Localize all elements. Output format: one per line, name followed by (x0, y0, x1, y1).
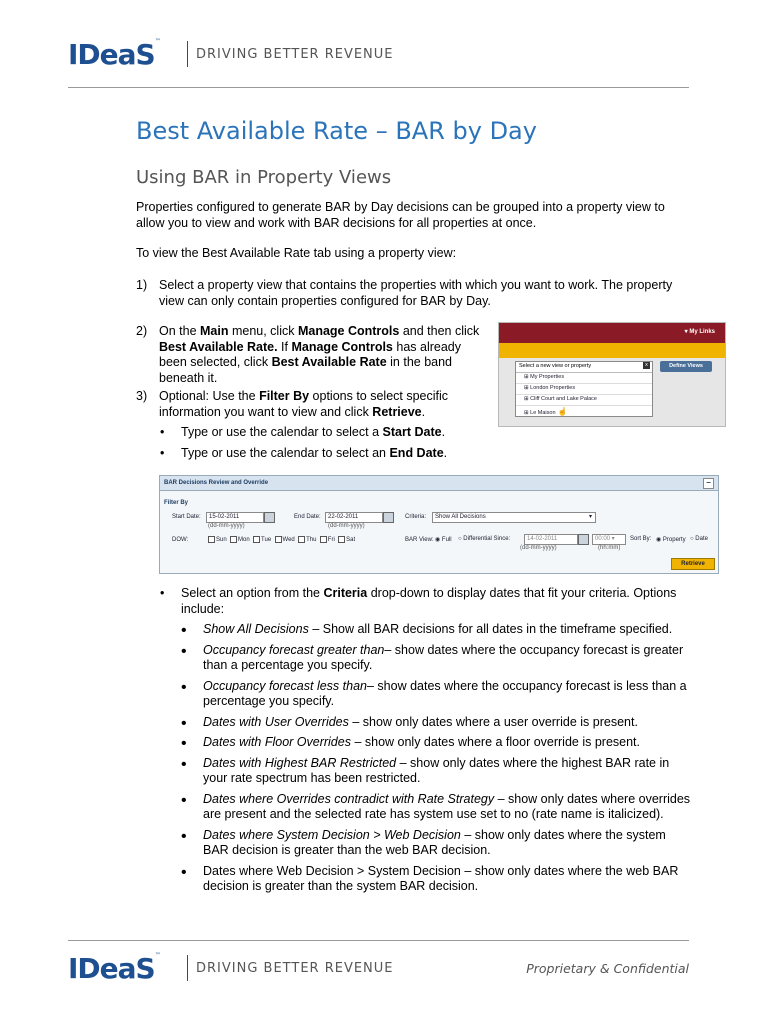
end-date-label: End Date: (294, 514, 321, 520)
bullet-glyph: • (160, 586, 165, 600)
define-views-button[interactable]: Define Views (660, 361, 712, 372)
popup-header: Select a new view or property (519, 363, 592, 369)
sort-by-label: Sort By: (630, 536, 652, 542)
chevron-down-icon: ▾ (588, 514, 592, 520)
bullet-start-date: Type or use the calendar to select a Start Date. (181, 425, 446, 439)
step-2-text: On the Main menu, click Manage Controls and then click Best Available Rate. If Manage Controls has already been selected, click Best Available Rate in the band beneath it. (159, 324, 480, 385)
header-divider (187, 41, 188, 67)
sort-property-radio[interactable]: ◉ Property (656, 537, 686, 543)
end-date-input[interactable]: 22-02-2011 (325, 512, 383, 523)
dow-wed[interactable]: Wed (275, 537, 295, 543)
minimize-icon[interactable]: − (703, 478, 714, 489)
header-logo: IDeaS™ (68, 38, 160, 71)
list-item: • Dates with User Overrides – show only dates where a user override is present. (181, 714, 638, 732)
calendar-icon[interactable] (264, 512, 275, 523)
start-date-format: (dd-mm-yyyy) (208, 523, 245, 529)
list-item: • Show All Decisions – Show all BAR decisions for all dates in the timeframe specified. (181, 622, 673, 639)
criteria-select[interactable]: Show All Decisions ▾ (432, 512, 596, 523)
start-date-label: Start Date: (172, 514, 201, 520)
view-item-london[interactable]: ⊞ London Properties (516, 384, 652, 395)
property-view-screenshot (498, 322, 726, 427)
criteria-label: Criteria: (405, 514, 427, 520)
footer-tagline: DRIVING BETTER REVENUE (196, 961, 394, 976)
bullet-glyph: • (160, 446, 165, 460)
footer-logo: IDeaS™ (68, 952, 160, 985)
step-2-number: 2) (136, 324, 148, 338)
filter-panel-screenshot (159, 475, 719, 574)
calendar-icon[interactable] (383, 512, 394, 523)
page-title: Best Available Rate – BAR by Day (136, 117, 537, 145)
start-date-input[interactable]: 15-02-2011 (206, 512, 264, 523)
bullet-end-date: Type or use the calendar to select an End Date. (181, 446, 448, 460)
footer-rule (68, 940, 689, 941)
cursor-icon: ☝ (557, 407, 568, 416)
intro-paragraph: Properties configured to generate BAR by Day decisions can be grouped into a property view to allow you to view and work with BAR decisions for all properties at once. (136, 200, 665, 230)
step-1-number: 1) (136, 278, 148, 292)
view-item-cliff-court[interactable]: ⊞ Cliff Court and Lake Palace (516, 395, 652, 406)
lead-paragraph: To view the Best Available Rate tab using a property view: (136, 246, 457, 260)
sort-date-radio[interactable]: ○ Date (690, 536, 708, 542)
bar-view-differential-radio[interactable]: ○ Differential Since: (458, 536, 511, 542)
bar-view-label: BAR View: (405, 537, 434, 543)
panel-title: BAR Decisions Review and Override (164, 480, 269, 486)
view-item-my-properties[interactable]: ⊞ My Properties (516, 373, 652, 384)
time-format: (hh:mm) (598, 545, 621, 551)
list-item: • Dates with Highest BAR Restricted – show only dates where the highest BAR rate in your rate spectrum has been restricted. (181, 755, 670, 785)
dow-thu[interactable]: Thu (298, 537, 316, 543)
list-item: • Dates with Floor Overrides – show only dates where a floor override is present. (181, 735, 641, 752)
end-date-format: (dd-mm-yyyy) (328, 523, 365, 529)
dow-sun[interactable]: Sun (208, 537, 227, 543)
dow-checkboxes (208, 536, 355, 543)
differential-time-input[interactable]: 00:00 ▾ (592, 534, 626, 545)
plus-icon: ⊞ (524, 410, 531, 416)
criteria-options-list (181, 622, 691, 900)
footer-divider (187, 955, 188, 981)
property-view-popup (515, 361, 653, 417)
plus-icon: ⊞ (524, 385, 531, 391)
filter-by-label: Filter By (164, 500, 189, 506)
dow-label: DOW: (172, 537, 189, 543)
list-item: • Dates where Overrides contradict with Rate Strategy – show only dates where overrides are present and the selected rate has system use set to no (rate name is italicized). (181, 791, 691, 821)
step-1-text: Select a property view that contains the properties with which you want to work. The property view can only contain properties configured for BAR by Day. (159, 278, 673, 308)
dow-fri[interactable]: Fri (320, 537, 335, 543)
differential-date-input[interactable]: 14-02-2011 (524, 534, 578, 545)
header-tagline: DRIVING BETTER REVENUE (196, 47, 394, 62)
plus-icon: ⊞ (524, 396, 531, 402)
step-3-number: 3) (136, 389, 148, 403)
view-item-le-maison[interactable]: ⊞ Le Maison ☝ (524, 407, 568, 416)
retrieve-button[interactable]: Retrieve (671, 558, 715, 570)
list-item: • Occupancy forecast greater than– show dates where the occupancy forecast is greater than a percentage you specify. (181, 642, 684, 672)
footer-confidential: Proprietary & Confidential (526, 961, 689, 976)
list-item: • Occupancy forecast less than– show dates where the occupancy forecast is less than a percentage you specify. (181, 678, 687, 708)
criteria-intro: Select an option from the Criteria drop-down to display dates that fit your criteria. Options include: (181, 586, 677, 616)
calendar-icon[interactable] (578, 534, 589, 545)
plus-icon: ⊞ (524, 374, 531, 380)
differential-date-format: (dd-mm-yyyy) (520, 545, 557, 551)
dow-mon[interactable]: Mon (230, 537, 250, 543)
header-rule (68, 87, 689, 88)
dow-tue[interactable]: Tue (253, 537, 271, 543)
section-subtitle: Using BAR in Property Views (136, 167, 392, 188)
list-item: • Dates where Web Decision > System Decision – show only dates where the web BAR decision is greater than the system BAR decision. (181, 863, 679, 893)
step-3-text: Optional: Use the Filter By options to select specific information you want to view and click Retrieve. (159, 389, 449, 419)
bar-view-full-radio[interactable]: ◉ Full (435, 537, 452, 543)
dow-sat[interactable]: Sat (338, 537, 355, 543)
close-icon[interactable]: x (643, 362, 650, 369)
list-item: • Dates where System Decision > Web Decision – show only dates where the system BAR decision is greater than the web BAR decision. (181, 827, 666, 857)
bullet-glyph: • (160, 425, 165, 439)
my-links-menu[interactable]: ▾ My Links (684, 329, 715, 335)
